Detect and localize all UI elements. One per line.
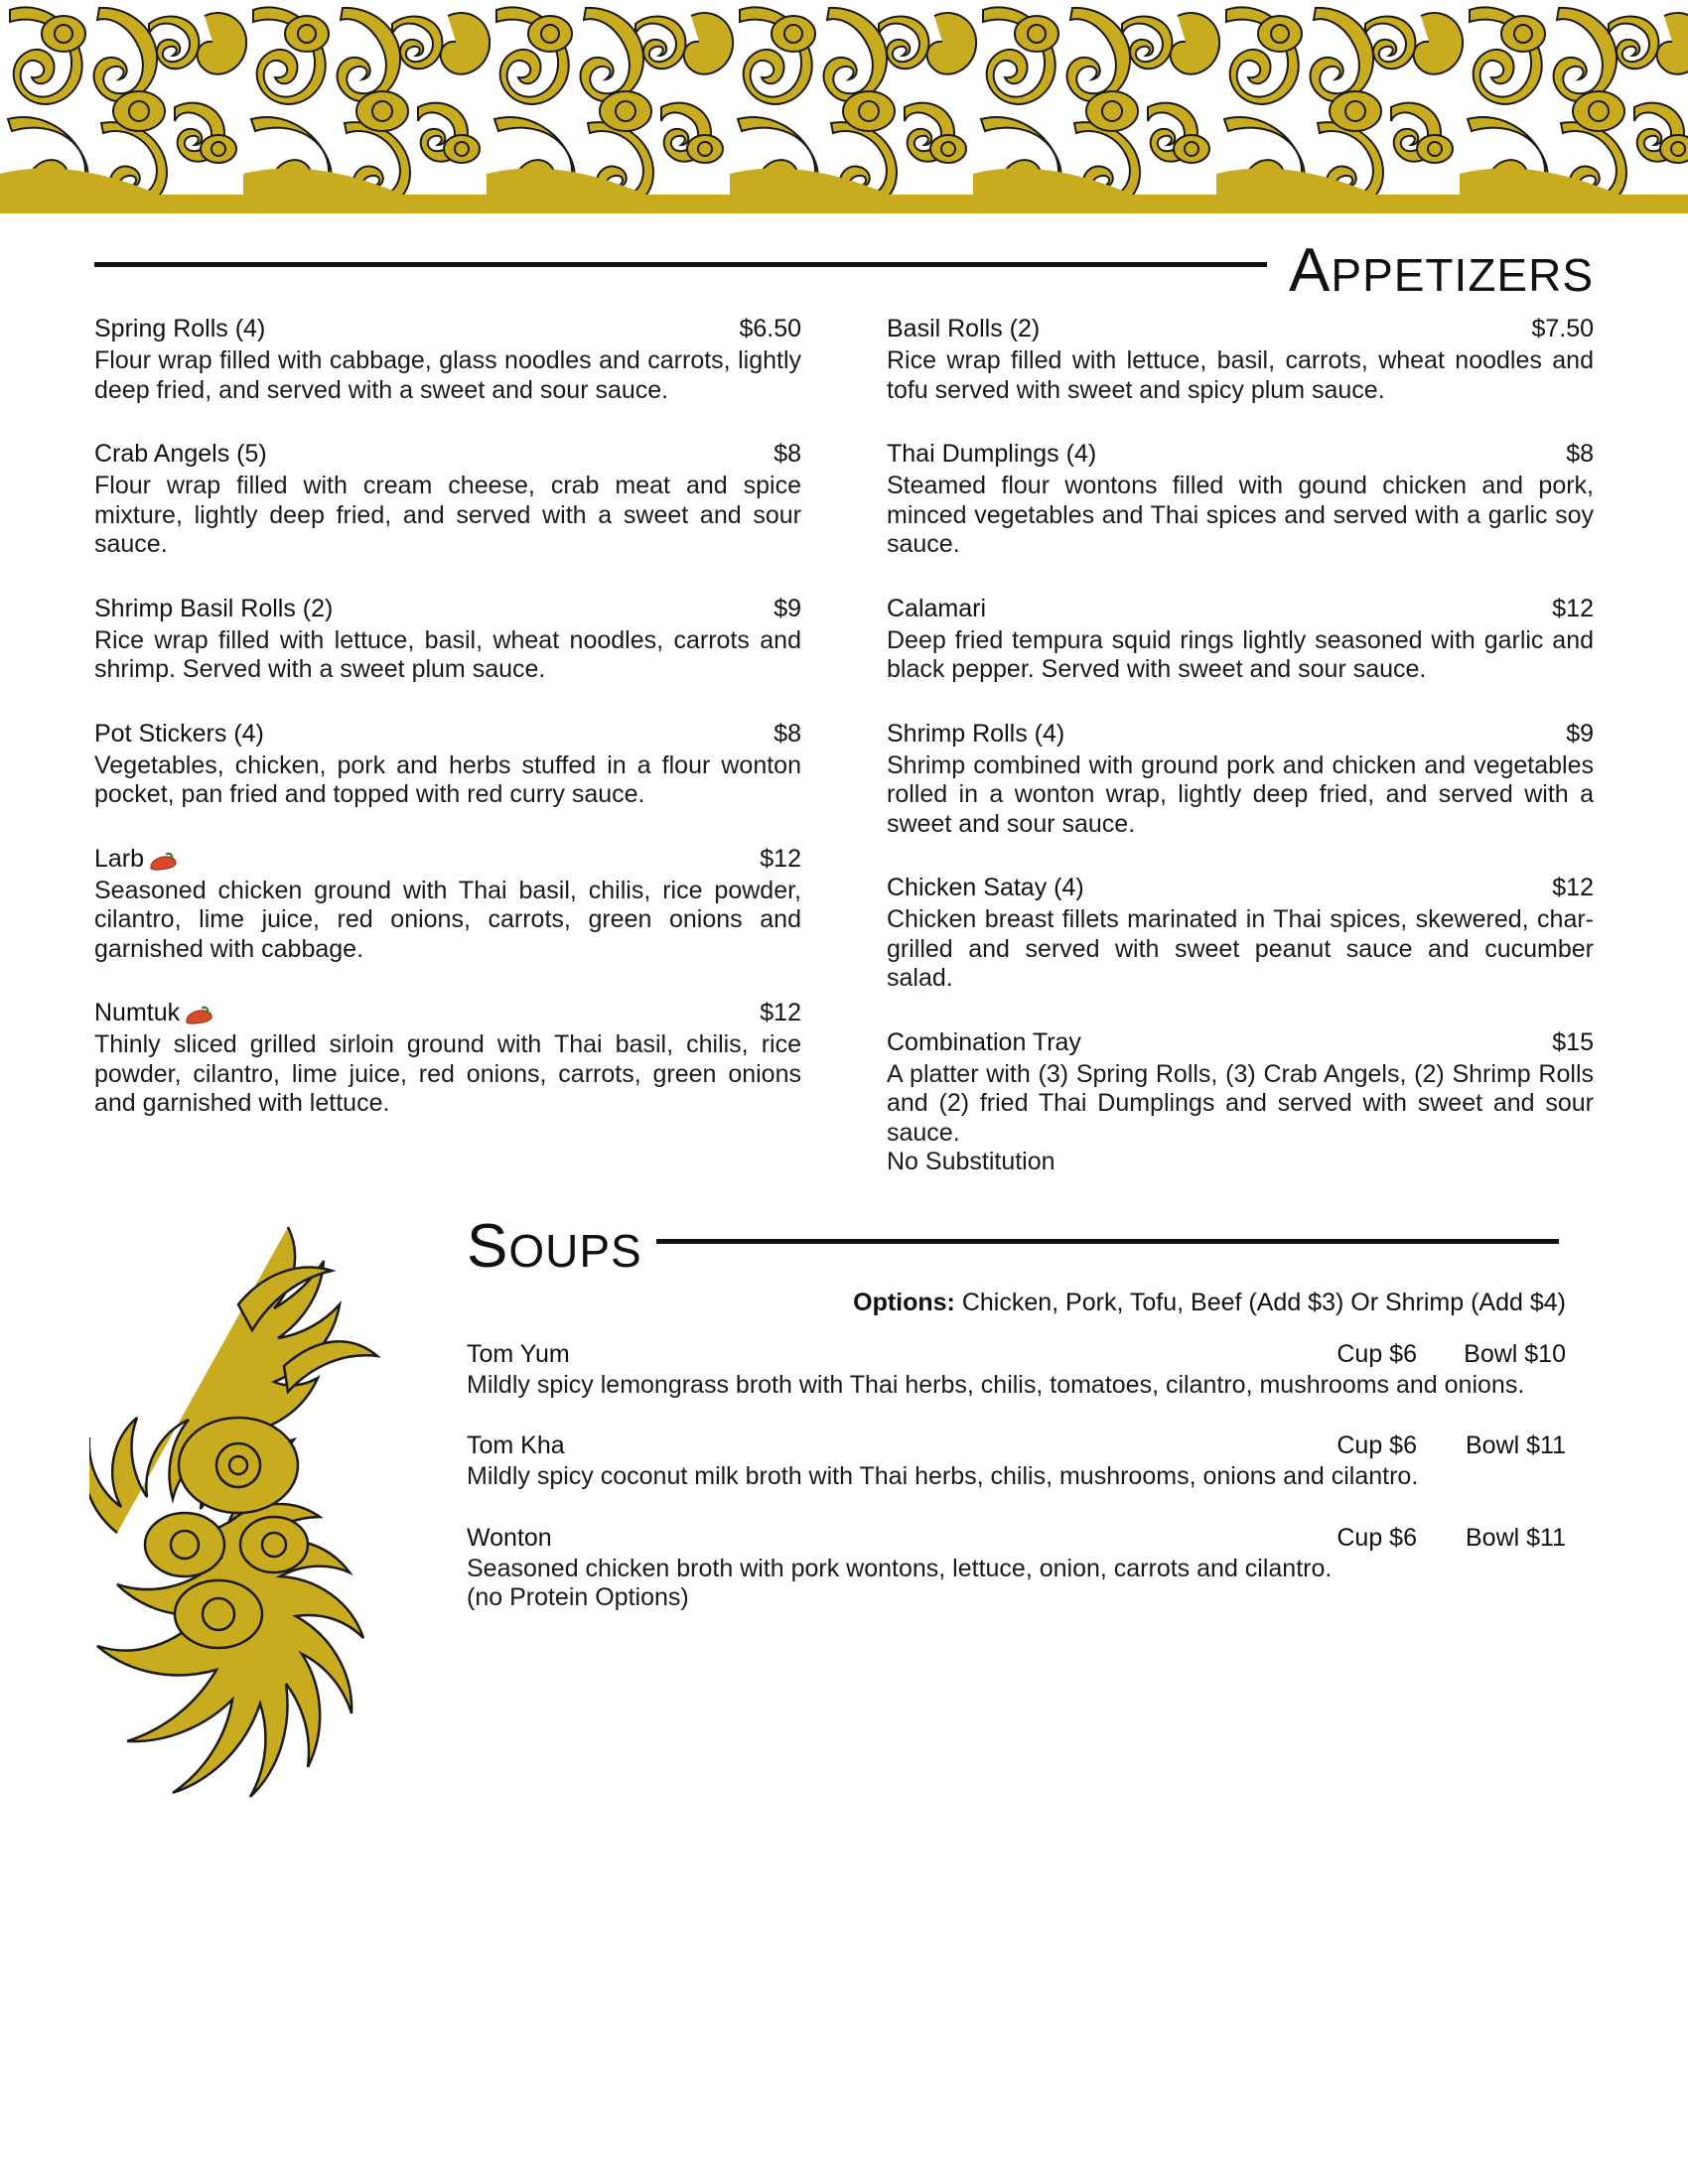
- soups-title-rest: OUPS: [508, 1224, 642, 1277]
- soups-title-initial: S: [467, 1211, 509, 1281]
- menu-item-name: Thai Dumplings (4): [887, 440, 1097, 468]
- menu-item-header: [94, 719, 801, 749]
- menu-item-note: No Substitution: [887, 1148, 1055, 1175]
- menu-item-header: [94, 439, 801, 469]
- menu-item-header: [94, 844, 801, 874]
- menu-item-price: $12: [760, 999, 801, 1026]
- menu-item-price: $8: [774, 719, 801, 748]
- menu-item-description: Flour wrap filled with cream cheese, crab meat and spice mixture, lightly deep fried, and served with a sweet and sour sauce.: [94, 472, 801, 558]
- menu-item: [887, 594, 1594, 685]
- menu-item: [94, 594, 801, 685]
- appetizers-title-rest: PPETIZERS: [1331, 249, 1594, 301]
- menu-item: [94, 439, 801, 560]
- menu-item-description: Flour wrap filled with cabbage, glass noodles and carrots, lightly deep fried, and served with a sweet and sour sauce.: [94, 346, 801, 404]
- menu-item-name-text: Larb: [94, 844, 145, 873]
- soups-title: [467, 1211, 642, 1282]
- soup-item-note: (no Protein Options): [467, 1583, 689, 1611]
- soups-list: [467, 1340, 1566, 1645]
- soup-item-cup-price: Cup $6: [1336, 1432, 1417, 1459]
- soup-item: [467, 1340, 1566, 1401]
- menu-item-name: Combination Tray: [887, 1027, 1081, 1056]
- menu-item: [887, 439, 1594, 560]
- soups-section: [0, 1211, 1688, 1846]
- menu-item-name: Chicken Satay (4): [887, 874, 1084, 901]
- soup-item-description: Mildly spicy coconut milk broth with Thai herbs, chilis, mushrooms, onions and cilantro.: [467, 1462, 1419, 1490]
- menu-item-name: Shrimp Rolls (4): [887, 719, 1065, 748]
- menu-item-header: [94, 594, 801, 623]
- soup-item-name: Tom Kha: [467, 1432, 565, 1459]
- soup-item-header: [467, 1340, 1566, 1369]
- menu-item-price: $8: [1566, 440, 1594, 468]
- menu-item-header: [887, 1027, 1594, 1057]
- menu-item-price: $15: [1552, 1027, 1594, 1056]
- appetizers-section-header: [94, 213, 1594, 308]
- menu-item-name: Shrimp Basil Rolls (2): [94, 594, 334, 622]
- decorative-floral-header: [0, 0, 1688, 213]
- menu-item-name: [94, 998, 213, 1027]
- menu-item-price: $8: [774, 440, 801, 468]
- menu-item-header: [94, 314, 801, 343]
- menu-item-header: [887, 873, 1594, 902]
- menu-item-header: [887, 719, 1594, 749]
- menu-item-name: Calamari: [887, 594, 987, 622]
- menu-item: [887, 719, 1594, 840]
- menu-item: [887, 873, 1594, 994]
- menu-item-price: $9: [774, 594, 801, 622]
- menu-item-price: $12: [760, 844, 801, 873]
- menu-item-name: Spring Rolls (4): [94, 315, 266, 342]
- menu-item: [94, 314, 801, 405]
- appetizers-title: [1289, 235, 1594, 308]
- soup-item-bowl-price: Bowl $10: [1464, 1339, 1566, 1368]
- menu-item-header: [887, 314, 1594, 343]
- menu-item-price: $9: [1566, 719, 1594, 748]
- menu-item-price: $7.50: [1531, 315, 1594, 342]
- appetizers-column-left: [94, 314, 801, 1177]
- menu-item-price: $6.50: [739, 315, 801, 342]
- soup-item-name: Tom Yum: [467, 1339, 570, 1368]
- menu-item-description: Vegetables, chicken, pork and herbs stuffed in a flour wonton pocket, pan fried and topped with red curry sauce.: [94, 751, 801, 808]
- menu-item: [94, 719, 801, 810]
- soup-item: [467, 1432, 1566, 1492]
- menu-item: [94, 998, 801, 1119]
- appetizers-column-right: [887, 314, 1594, 1177]
- soup-options-line: [467, 1289, 1566, 1317]
- soups-rule: [656, 1239, 1559, 1244]
- soup-item-description: Seasoned chicken broth with pork wontons, lettuce, onion, carrots and cilantro.: [467, 1554, 1333, 1582]
- decorative-floral-sprig: [89, 1217, 407, 1813]
- menu-item-description: Rice wrap filled with lettuce, basil, wheat noodles, carrots and shrimp. Served with a sweet plum sauce.: [94, 625, 801, 683]
- soup-item-name: Wonton: [467, 1523, 552, 1552]
- menu-item-name: Basil Rolls (2): [887, 315, 1041, 342]
- menu-item-description: Chicken breast fillets marinated in Thai spices, skewered, char-grilled and served with sweet peanut sauce and cucumber salad.: [887, 905, 1594, 992]
- menu-item-header: [887, 594, 1594, 623]
- chili-pepper-icon: [148, 850, 178, 872]
- menu-item-name: [94, 844, 178, 874]
- menu-item-description: Seasoned chicken ground with Thai basil, chilis, rice powder, cilantro, lime juice, red onions, carrots, green onions and garnished with cabbage.: [94, 876, 801, 963]
- menu-item-name: Crab Angels (5): [94, 440, 267, 468]
- menu-item-name-text: Numtuk: [94, 999, 181, 1026]
- soup-item-cup-price: Cup $6: [1336, 1339, 1417, 1368]
- chili-pepper-icon: [184, 1004, 213, 1025]
- menu-page: [0, 213, 1688, 1846]
- menu-item-description: A platter with (3) Spring Rolls, (3) Crab Angels, (2) Shrimp Rolls and (2) fried Thai Dumplings and served with sweet and sour sauce.: [887, 1059, 1594, 1147]
- menu-item-header: [94, 998, 801, 1027]
- soup-item-description: Mildly spicy lemongrass broth with Thai herbs, chilis, tomatoes, cilantro, mushrooms and onions.: [467, 1370, 1525, 1399]
- menu-item-price: $12: [1552, 874, 1594, 901]
- appetizers-rule: [94, 262, 1267, 267]
- menu-item-price: $12: [1552, 594, 1594, 622]
- soup-item-bowl-price: Bowl $11: [1466, 1523, 1566, 1552]
- soup-options-label: Options:: [853, 1288, 955, 1316]
- menu-item-description: Shrimp combined with ground pork and chicken and vegetables rolled in a wonton wrap, lightly deep fried, and served with a sweet and sour sauce.: [887, 751, 1594, 838]
- menu-item-description: Steamed flour wontons filled with gound chicken and pork, minced vegetables and Thai spices and served with a garlic soy sauce.: [887, 472, 1594, 558]
- appetizers-grid: [94, 314, 1594, 1177]
- soup-item-cup-price: Cup $6: [1336, 1523, 1417, 1552]
- menu-item-description: Deep fried tempura squid rings lightly seasoned with garlic and black pepper. Served with sweet and sour sauce.: [887, 625, 1594, 683]
- soup-item-header: [467, 1524, 1566, 1553]
- menu-item: [94, 844, 801, 965]
- soup-options-text: Chicken, Pork, Tofu, Beef (Add $3) Or Shrimp (Add $4): [961, 1288, 1566, 1316]
- soup-item-header: [467, 1432, 1566, 1460]
- menu-item: [887, 1027, 1594, 1177]
- menu-item-name: Pot Stickers (4): [94, 719, 264, 748]
- menu-item-header: [887, 439, 1594, 469]
- soup-item-bowl-price: Bowl $11: [1466, 1432, 1566, 1459]
- appetizers-title-initial: A: [1289, 236, 1332, 305]
- soup-item: [467, 1524, 1566, 1613]
- menu-item: [887, 314, 1594, 405]
- soups-section-header: [467, 1211, 1559, 1282]
- menu-item-description: Thinly sliced grilled sirloin ground with Thai basil, chilis, rice powder, cilantro, lime juice, red onions, carrots, green onions and garnished with lettuce.: [94, 1030, 801, 1117]
- menu-item-description: Rice wrap filled with lettuce, basil, carrots, wheat noodles and tofu served with sweet and spicy plum sauce.: [887, 346, 1594, 404]
